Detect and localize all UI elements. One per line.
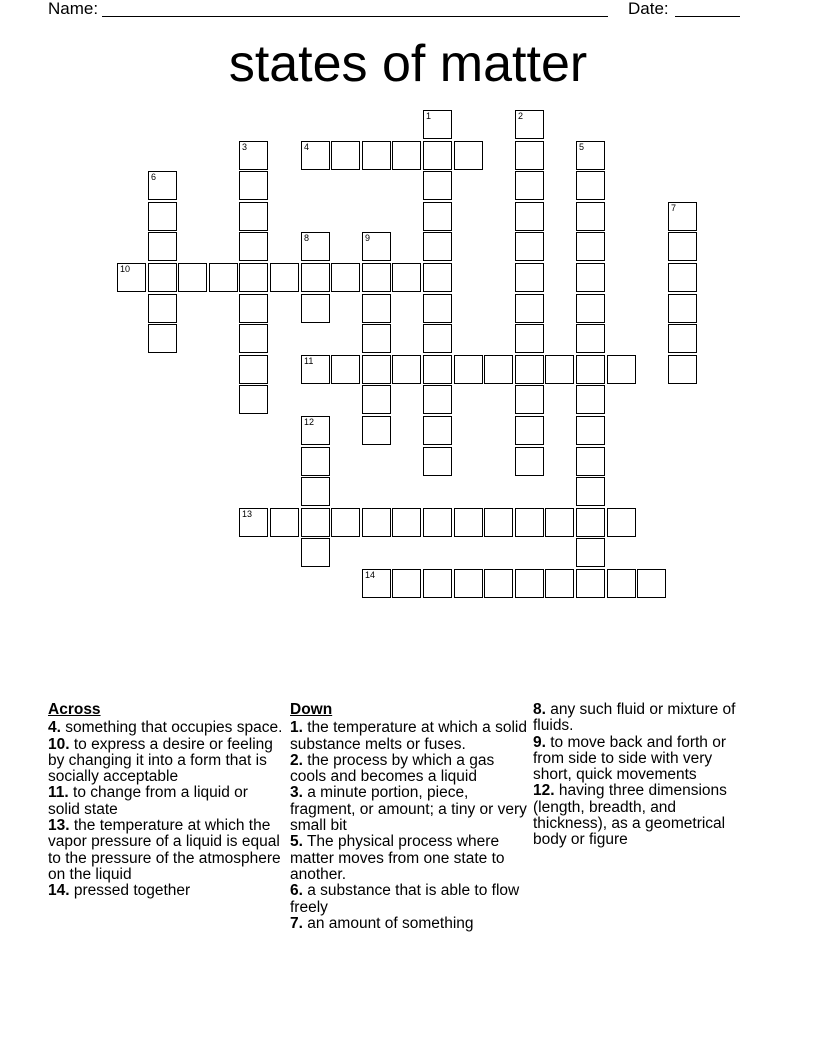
- grid-cell[interactable]: [392, 263, 421, 292]
- grid-cell[interactable]: [423, 232, 452, 261]
- grid-cell[interactable]: [423, 355, 452, 384]
- grid-cell[interactable]: [239, 232, 268, 261]
- clue-text: any such fluid or mixture of fluids.: [533, 701, 736, 735]
- grid-cell[interactable]: [362, 263, 391, 292]
- clue-text: to express a desire or feeling by changing it into a form that is socially acceptable: [48, 735, 273, 786]
- grid-cell[interactable]: [607, 355, 636, 384]
- grid-cell[interactable]: [148, 324, 177, 353]
- grid-cell[interactable]: [423, 263, 452, 292]
- grid-cell[interactable]: [331, 141, 360, 170]
- grid-cell[interactable]: [423, 324, 452, 353]
- grid-cell[interactable]: [484, 508, 513, 537]
- grid-cell[interactable]: [301, 141, 330, 170]
- clue-number: 7: [671, 203, 677, 213]
- clue-text: something that occupies space.: [60, 719, 283, 737]
- grid-cell[interactable]: [515, 355, 544, 384]
- grid-cell[interactable]: [392, 141, 421, 170]
- clue-item: [48, 883, 283, 899]
- clue-number-label: 2.: [290, 751, 303, 769]
- clue-number: 5: [579, 142, 585, 152]
- grid-cell[interactable]: [423, 508, 452, 537]
- grid-cell[interactable]: [148, 294, 177, 323]
- grid-cell[interactable]: [362, 294, 391, 323]
- clue-number: 2: [518, 111, 524, 121]
- grid-cell[interactable]: [637, 569, 666, 598]
- grid-cell[interactable]: [239, 324, 268, 353]
- grid-cell[interactable]: [423, 110, 452, 139]
- clue-number-label: 12.: [533, 782, 555, 800]
- clue-text: the temperature at which the vapor pressure of a liquid is equal to the pressure of the atmosphere on the liquid: [48, 817, 281, 883]
- grid-cell[interactable]: [117, 263, 146, 292]
- grid-cell[interactable]: [454, 508, 483, 537]
- grid-cell[interactable]: [515, 324, 544, 353]
- grid-cell[interactable]: [515, 202, 544, 231]
- grid-cell[interactable]: [423, 416, 452, 445]
- grid-cell[interactable]: [576, 232, 605, 261]
- grid-cell[interactable]: [362, 416, 391, 445]
- grid-cell[interactable]: [331, 508, 360, 537]
- clue-number: 1: [426, 111, 432, 121]
- grid-cell[interactable]: [239, 355, 268, 384]
- grid-cell[interactable]: [301, 263, 330, 292]
- grid-cell[interactable]: [515, 508, 544, 537]
- clue-text: the temperature at which a solid substance melts or fuses.: [290, 719, 527, 753]
- clue-number: 4: [304, 142, 310, 152]
- clue-item: [48, 720, 283, 736]
- grid-cell[interactable]: [301, 447, 330, 476]
- grid-cell[interactable]: [576, 263, 605, 292]
- grid-cell[interactable]: [576, 569, 605, 598]
- grid-cell[interactable]: [668, 294, 697, 323]
- grid-cell[interactable]: [515, 294, 544, 323]
- down-clues: [290, 702, 527, 956]
- down-list: [290, 720, 527, 932]
- grid-cell[interactable]: [454, 569, 483, 598]
- grid-cell[interactable]: [515, 569, 544, 598]
- clue-item: [290, 720, 527, 753]
- grid-cell[interactable]: [454, 141, 483, 170]
- grid-cell[interactable]: [301, 294, 330, 323]
- grid-cell[interactable]: [515, 232, 544, 261]
- grid-cell[interactable]: [331, 355, 360, 384]
- clue-text: The physical process where matter moves from one state to another.: [290, 833, 505, 883]
- grid-cell[interactable]: [209, 263, 238, 292]
- grid-cell[interactable]: [515, 110, 544, 139]
- clue-text: the process by which a gas cools and becomes a liquid: [290, 751, 495, 786]
- clue-item: [48, 818, 283, 883]
- clue-item: [290, 785, 527, 834]
- grid-cell[interactable]: [239, 385, 268, 414]
- across-list: [48, 720, 283, 899]
- grid-cell[interactable]: [301, 416, 330, 445]
- grid-cell[interactable]: [423, 202, 452, 231]
- grid-cell[interactable]: [331, 263, 360, 292]
- grid-cell[interactable]: [239, 294, 268, 323]
- clue-item: [48, 785, 283, 818]
- grid-cell[interactable]: [607, 569, 636, 598]
- grid-cell[interactable]: [423, 569, 452, 598]
- grid-cell[interactable]: [576, 416, 605, 445]
- clue-text: having three dimensions (length, breadth, and thickness), as a geometrical body or figure: [533, 782, 727, 849]
- grid-cell[interactable]: [148, 232, 177, 261]
- grid-cell[interactable]: [484, 355, 513, 384]
- grid-cell[interactable]: [301, 508, 330, 537]
- grid-cell[interactable]: [576, 171, 605, 200]
- grid-cell[interactable]: [515, 263, 544, 292]
- clue-number: 3: [242, 142, 248, 152]
- grid-cell[interactable]: [576, 294, 605, 323]
- grid-cell[interactable]: [423, 294, 452, 323]
- grid-cell[interactable]: [576, 508, 605, 537]
- grid-cell[interactable]: [545, 508, 574, 537]
- clue-item: [290, 753, 527, 786]
- clue-number-label: 3.: [290, 784, 303, 802]
- grid-cell[interactable]: [454, 355, 483, 384]
- grid-cell[interactable]: [239, 508, 268, 537]
- grid-cell[interactable]: [362, 232, 391, 261]
- grid-cell[interactable]: [545, 569, 574, 598]
- down-clues-continued: [533, 702, 748, 849]
- grid-cell[interactable]: [392, 508, 421, 537]
- grid-cell[interactable]: [148, 263, 177, 292]
- clue-number-label: 7.: [290, 914, 303, 932]
- clue-item: [533, 702, 748, 735]
- grid-cell[interactable]: [515, 447, 544, 476]
- clue-number: 13: [242, 509, 253, 519]
- grid-cell[interactable]: [545, 355, 574, 384]
- clue-text: an amount of something: [302, 914, 474, 932]
- grid-cell[interactable]: [576, 324, 605, 353]
- grid-cell[interactable]: [301, 232, 330, 261]
- grid-cell[interactable]: [239, 171, 268, 200]
- clue-number-label: 5.: [290, 833, 303, 851]
- clue-number-label: 11.: [48, 784, 69, 802]
- down-list-continued: [533, 702, 748, 849]
- grid-cell[interactable]: [576, 385, 605, 414]
- clue-text: to move back and forth or from side to side with very short, quick movements: [533, 733, 727, 784]
- grid-cell[interactable]: [668, 263, 697, 292]
- grid-cell[interactable]: [148, 202, 177, 231]
- grid-cell[interactable]: [362, 141, 391, 170]
- clue-item: [290, 834, 527, 883]
- clue-number: 11: [304, 356, 314, 366]
- clue-number: 8: [304, 233, 310, 243]
- page-title: states of matter: [228, 35, 588, 93]
- clue-number-label: 9.: [533, 733, 546, 751]
- grid-cell[interactable]: [515, 141, 544, 170]
- clue-item: [290, 883, 527, 916]
- clue-number-label: 8.: [533, 701, 546, 718]
- clue-number: 14: [365, 570, 376, 580]
- grid-cell[interactable]: [668, 355, 697, 384]
- grid-cell[interactable]: [423, 141, 452, 170]
- grid-cell[interactable]: [668, 232, 697, 261]
- grid-cell[interactable]: [668, 324, 697, 353]
- grid-cell[interactable]: [392, 569, 421, 598]
- clue-number-label: 14.: [48, 882, 70, 900]
- grid-cell[interactable]: [148, 171, 177, 200]
- grid-cell[interactable]: [668, 202, 697, 231]
- grid-cell[interactable]: [392, 355, 421, 384]
- grid-cell[interactable]: [301, 477, 330, 506]
- clue-item: [290, 916, 527, 932]
- clue-number-label: 4.: [48, 719, 61, 737]
- clue-text: pressed together: [69, 882, 191, 900]
- grid-cell[interactable]: [576, 538, 605, 567]
- clue-text: to change from a liquid or solid state: [48, 784, 248, 818]
- grid-cell[interactable]: [270, 263, 299, 292]
- grid-cell[interactable]: [423, 385, 452, 414]
- across-clues: [48, 702, 283, 900]
- grid-cell[interactable]: [178, 263, 207, 292]
- clue-number-label: 13.: [48, 817, 70, 835]
- grid-cell[interactable]: [423, 447, 452, 476]
- clue-item: [533, 783, 748, 848]
- clue-number-label: 10.: [48, 735, 70, 753]
- clue-item: [48, 737, 283, 786]
- grid-cell[interactable]: [515, 416, 544, 445]
- grid-cell[interactable]: [301, 538, 330, 567]
- clue-text: a minute portion, piece, fragment, or amount; a tiny or very small bit: [290, 784, 527, 835]
- grid-cell[interactable]: [576, 477, 605, 506]
- across-heading: Across: [48, 701, 101, 718]
- grid-cell[interactable]: [362, 385, 391, 414]
- grid-cell[interactable]: [301, 355, 330, 384]
- grid-cell[interactable]: [576, 355, 605, 384]
- grid-cell[interactable]: [239, 263, 268, 292]
- grid-cell[interactable]: [484, 569, 513, 598]
- grid-cell[interactable]: [362, 355, 391, 384]
- clue-number: 9: [365, 233, 371, 243]
- grid-cell[interactable]: [362, 569, 391, 598]
- down-heading: Down: [290, 702, 333, 718]
- clue-number-label: 1.: [290, 719, 303, 737]
- grid-cell[interactable]: [239, 202, 268, 231]
- grid-cell[interactable]: [515, 171, 544, 200]
- grid-cell[interactable]: [576, 141, 605, 170]
- clue-number: 6: [151, 172, 157, 182]
- grid-cell[interactable]: [362, 324, 391, 353]
- date-label: Date:: [628, 0, 669, 18]
- clue-text: a substance that is able to flow freely: [290, 882, 520, 916]
- grid-cell[interactable]: [576, 447, 605, 476]
- grid-cell[interactable]: [239, 141, 268, 170]
- clue-number-label: 6.: [290, 882, 303, 900]
- clue-number: 10: [120, 264, 131, 274]
- clue-number: 12: [304, 417, 315, 427]
- grid-cell[interactable]: [362, 508, 391, 537]
- grid-cell[interactable]: [515, 385, 544, 414]
- grid-cell[interactable]: [270, 508, 299, 537]
- grid-cell[interactable]: [576, 202, 605, 231]
- grid-cell[interactable]: [423, 171, 452, 200]
- clue-item: [533, 735, 748, 784]
- grid-cell[interactable]: [607, 508, 636, 537]
- name-label: Name:: [48, 0, 99, 18]
